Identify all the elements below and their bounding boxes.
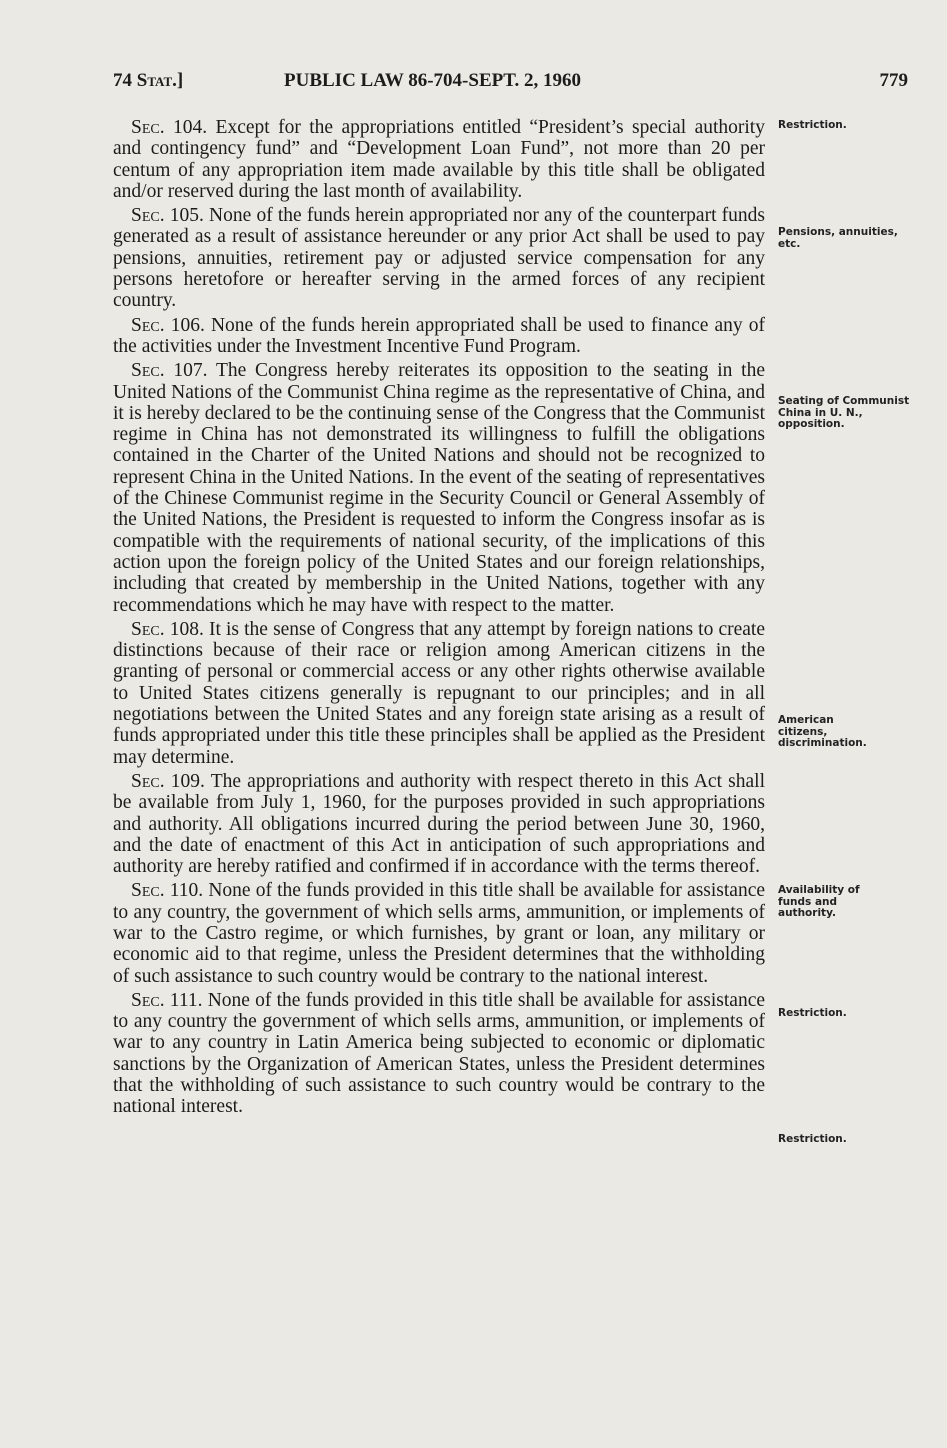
section-111 xyxy=(113,990,765,1118)
section-108 xyxy=(113,619,765,768)
section-text: The appropriations and authority with respect thereto in this Act shall be available from July 1, 1960, for the purposes provided in such appropriations and authority. All obligations incurred during the period between June 30, 1960, and the date of enactment of this Act in anticipation of such appropriations and authority are hereby ratified and confirmed if in accordance with the terms thereof. xyxy=(113,770,765,878)
section-text: None of the funds herein appropriated nor any of the counterpart funds generated as a result of assistance hereunder or any prior Act shall be used to pay pensions, annuities, retirement pay or adjusted service compensation for any persons heretofore or hereafter serving in the armed forces of any recipient country. xyxy=(113,205,765,312)
section-text: The Congress hereby reiterates its opposition to the seating in the United Nations of the Communist China regime as the representative of China, and it is hereby declared to be the continuing sense of the Congress that the Communist regime in China has not demonstrated its willingness to fulfill the obligations contained in the Charter of the United Nations and should not be recognized to represent China in the United Nations. In the event of the seating of representatives of the Chinese Communist regime in the Security Council or General Assembly of the United Nations, the President is requested to inform the Congress insofar as is compatible with the requirements of national security, of the implications of this action upon the foreign policy of the United States and our foreign relationships, including that created by membership in the United Nations, together with any recommendations which he may have with respect to the matter. xyxy=(113,360,765,616)
margin-note-american-citizens: American citizens, discrimination. xyxy=(778,714,867,749)
section-heading: Sec. 106. xyxy=(131,314,205,336)
section-heading: Sec. 104. xyxy=(131,117,208,138)
section-104 xyxy=(113,117,765,202)
section-text: None of the funds provided in this title shall be available for assistance to any country, the government of which sells arms, ammunition, or implements of war to the Castro regime, or which furnishes, by grant or loan, any military or economic aid to that regime, unless the President determines that the withholding of such assistance to such country would be contrary to the national interest. xyxy=(113,880,766,987)
margin-note-pensions: Pensions, annuities, etc. xyxy=(778,226,898,250)
statute-text-column xyxy=(113,117,765,1121)
section-text: It is the sense of Congress that any attempt by foreign nations to create distinctions because of their race or religion among American citizens in the granting of personal or commercial access or any other rights otherwise available to United States citizens generally is repugnant to our principles; and in all negotiations between the United States and any foreign state arising as a result of funds appropriated under this title these principles shall be applied as the President may determine. xyxy=(113,618,765,768)
volume-citation: 74 Stat.] xyxy=(113,70,184,91)
section-heading: Sec. 109. xyxy=(131,770,205,792)
section-105 xyxy=(113,205,765,311)
section-107 xyxy=(113,360,765,616)
law-title: PUBLIC LAW 86-704-SEPT. 2, 1960 xyxy=(284,70,581,91)
section-heading: Sec. 111. xyxy=(131,989,203,1011)
section-heading: Sec. 110. xyxy=(131,880,204,902)
section-heading: Sec. 107. xyxy=(131,360,208,382)
margin-note-restriction: Restriction. xyxy=(778,1133,847,1145)
section-heading: Sec. 105. xyxy=(131,205,204,227)
section-text: None of the funds provided in this title shall be available for assistance to any country the government of which sells arms, ammunition, or implements of war to any country in Latin America being subjected to economic or diplomatic sanctions by the Organization of American States, unless the President determines that the withholding of such assistance to such country would be contrary to the national interest. xyxy=(113,989,766,1118)
section-text: Except for the appropriations entitled “President’s special authority and contingency fund” and “Development Loan Fund”, not more than 20 per centum of any appropriation item made available by this title shall be obligated and/or reserved during the last month of availability. xyxy=(113,117,765,202)
section-109 xyxy=(113,771,765,877)
running-header xyxy=(113,70,908,96)
section-text: None of the funds herein appropriated shall be used to finance any of the activities under the Investment Incentive Fund Program. xyxy=(113,314,765,357)
section-110 xyxy=(113,880,765,986)
margin-note-restriction: Restriction. xyxy=(778,1007,847,1019)
margin-note-seating-communist-china: Seating of Communist China in U. N., opposition. xyxy=(778,395,910,430)
section-heading: Sec. 108. xyxy=(131,618,204,640)
margin-note-availability: Availability of funds and authority. xyxy=(778,884,860,919)
page-number: 779 xyxy=(879,70,908,91)
margin-note-restriction: Restriction. xyxy=(778,119,847,131)
section-106 xyxy=(113,315,765,358)
